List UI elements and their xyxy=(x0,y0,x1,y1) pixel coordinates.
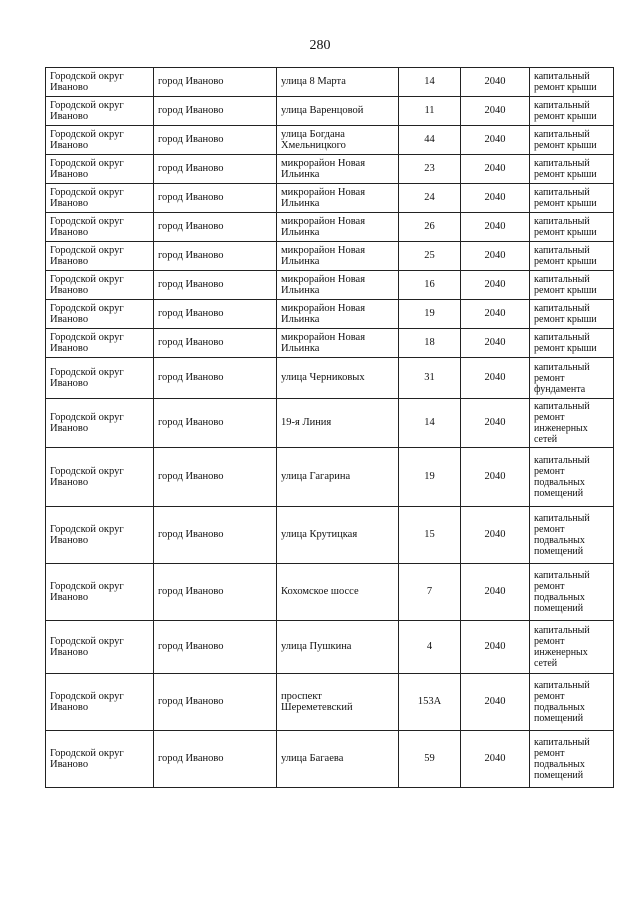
city-cell: город Иваново xyxy=(154,674,277,731)
table-row xyxy=(46,300,614,329)
okrug-cell: Городской округ Иваново xyxy=(46,271,154,300)
work-type-cell: капитальный ремонт фундамента xyxy=(530,358,614,399)
street-cell: улица Варенцовой xyxy=(277,97,399,126)
okrug-cell: Городской округ Иваново xyxy=(46,731,154,788)
street-cell: улица Черниковых xyxy=(277,358,399,399)
year-cell: 2040 xyxy=(461,213,530,242)
year-cell: 2040 xyxy=(461,621,530,674)
table-row xyxy=(46,674,614,731)
okrug-cell: Городской округ Иваново xyxy=(46,448,154,507)
city-cell: город Иваново xyxy=(154,184,277,213)
city-cell: город Иваново xyxy=(154,126,277,155)
work-type-cell: капитальный ремонт крыши xyxy=(530,126,614,155)
house-number-cell: 7 xyxy=(399,564,461,621)
work-type-cell: капитальный ремонт крыши xyxy=(530,300,614,329)
house-number-cell: 153А xyxy=(399,674,461,731)
house-number-cell: 15 xyxy=(399,507,461,564)
work-type-cell: капитальный ремонт крыши xyxy=(530,155,614,184)
street-cell: Кохомское шоссе xyxy=(277,564,399,621)
table-row xyxy=(46,448,614,507)
city-cell: город Иваново xyxy=(154,271,277,300)
street-cell: микрорайон Новая Ильинка xyxy=(277,184,399,213)
okrug-cell: Городской округ Иваново xyxy=(46,97,154,126)
work-type-cell: капитальный ремонт инженерных сетей xyxy=(530,621,614,674)
work-type-cell: капитальный ремонт подвальных помещений xyxy=(530,448,614,507)
year-cell: 2040 xyxy=(461,68,530,97)
okrug-cell: Городской округ Иваново xyxy=(46,126,154,155)
city-cell: город Иваново xyxy=(154,155,277,184)
work-type-cell: капитальный ремонт подвальных помещений xyxy=(530,507,614,564)
year-cell: 2040 xyxy=(461,399,530,448)
work-type-cell: капитальный ремонт крыши xyxy=(530,271,614,300)
table-row xyxy=(46,68,614,97)
table-row xyxy=(46,329,614,358)
okrug-cell: Городской округ Иваново xyxy=(46,300,154,329)
city-cell: город Иваново xyxy=(154,329,277,358)
house-number-cell: 26 xyxy=(399,213,461,242)
street-cell: микрорайон Новая Ильинка xyxy=(277,213,399,242)
work-type-cell: капитальный ремонт крыши xyxy=(530,242,614,271)
house-number-cell: 4 xyxy=(399,621,461,674)
city-cell: город Иваново xyxy=(154,448,277,507)
street-cell: улица Гагарина xyxy=(277,448,399,507)
city-cell: город Иваново xyxy=(154,242,277,271)
year-cell: 2040 xyxy=(461,564,530,621)
year-cell: 2040 xyxy=(461,507,530,564)
okrug-cell: Городской округ Иваново xyxy=(46,155,154,184)
okrug-cell: Городской округ Иваново xyxy=(46,399,154,448)
city-cell: город Иваново xyxy=(154,358,277,399)
house-number-cell: 19 xyxy=(399,448,461,507)
work-type-cell: капитальный ремонт подвальных помещений xyxy=(530,731,614,788)
street-cell: проспект Шереметевский xyxy=(277,674,399,731)
street-cell: микрорайон Новая Ильинка xyxy=(277,155,399,184)
street-cell: 19-я Линия xyxy=(277,399,399,448)
street-cell: микрорайон Новая Ильинка xyxy=(277,300,399,329)
okrug-cell: Городской округ Иваново xyxy=(46,358,154,399)
house-number-cell: 23 xyxy=(399,155,461,184)
street-cell: улица Богдана Хмельницкого xyxy=(277,126,399,155)
house-number-cell: 19 xyxy=(399,300,461,329)
okrug-cell: Городской округ Иваново xyxy=(46,68,154,97)
year-cell: 2040 xyxy=(461,242,530,271)
okrug-cell: Городской округ Иваново xyxy=(46,184,154,213)
house-number-cell: 31 xyxy=(399,358,461,399)
table-row xyxy=(46,507,614,564)
house-number-cell: 24 xyxy=(399,184,461,213)
city-cell: город Иваново xyxy=(154,68,277,97)
year-cell: 2040 xyxy=(461,358,530,399)
year-cell: 2040 xyxy=(461,300,530,329)
year-cell: 2040 xyxy=(461,184,530,213)
street-cell: улица Крутицкая xyxy=(277,507,399,564)
table-row xyxy=(46,155,614,184)
street-cell: микрорайон Новая Ильинка xyxy=(277,242,399,271)
table-row xyxy=(46,564,614,621)
work-type-cell: капитальный ремонт крыши xyxy=(530,329,614,358)
year-cell: 2040 xyxy=(461,448,530,507)
table-row xyxy=(46,242,614,271)
okrug-cell: Городской округ Иваново xyxy=(46,329,154,358)
table-row xyxy=(46,731,614,788)
city-cell: город Иваново xyxy=(154,731,277,788)
city-cell: город Иваново xyxy=(154,399,277,448)
house-number-cell: 18 xyxy=(399,329,461,358)
year-cell: 2040 xyxy=(461,126,530,155)
street-cell: микрорайон Новая Ильинка xyxy=(277,329,399,358)
street-cell: микрорайон Новая Ильинка xyxy=(277,271,399,300)
year-cell: 2040 xyxy=(461,329,530,358)
house-number-cell: 25 xyxy=(399,242,461,271)
house-number-cell: 59 xyxy=(399,731,461,788)
okrug-cell: Городской округ Иваново xyxy=(46,564,154,621)
table-row xyxy=(46,184,614,213)
table-row xyxy=(46,271,614,300)
city-cell: город Иваново xyxy=(154,300,277,329)
table-row xyxy=(46,621,614,674)
table-row xyxy=(46,126,614,155)
okrug-cell: Городской округ Иваново xyxy=(46,621,154,674)
okrug-cell: Городской округ Иваново xyxy=(46,674,154,731)
work-type-cell: капитальный ремонт подвальных помещений xyxy=(530,674,614,731)
house-number-cell: 14 xyxy=(399,68,461,97)
table-row xyxy=(46,399,614,448)
house-number-cell: 44 xyxy=(399,126,461,155)
work-type-cell: капитальный ремонт крыши xyxy=(530,213,614,242)
year-cell: 2040 xyxy=(461,271,530,300)
street-cell: улица Пушкина xyxy=(277,621,399,674)
okrug-cell: Городской округ Иваново xyxy=(46,507,154,564)
city-cell: город Иваново xyxy=(154,507,277,564)
year-cell: 2040 xyxy=(461,674,530,731)
house-number-cell: 16 xyxy=(399,271,461,300)
table-row xyxy=(46,213,614,242)
okrug-cell: Городской округ Иваново xyxy=(46,213,154,242)
work-type-cell: капитальный ремонт крыши xyxy=(530,68,614,97)
city-cell: город Иваново xyxy=(154,213,277,242)
okrug-cell: Городской округ Иваново xyxy=(46,242,154,271)
table-row xyxy=(46,358,614,399)
work-type-cell: капитальный ремонт инженерных сетей xyxy=(530,399,614,448)
work-type-cell: капитальный ремонт подвальных помещений xyxy=(530,564,614,621)
house-number-cell: 11 xyxy=(399,97,461,126)
page-number: 280 xyxy=(309,38,331,53)
house-number-cell: 14 xyxy=(399,399,461,448)
street-cell: улица 8 Марта xyxy=(277,68,399,97)
street-cell: улица Багаева xyxy=(277,731,399,788)
work-type-cell: капитальный ремонт крыши xyxy=(530,97,614,126)
year-cell: 2040 xyxy=(461,97,530,126)
year-cell: 2040 xyxy=(461,155,530,184)
city-cell: город Иваново xyxy=(154,621,277,674)
repair-schedule-table xyxy=(45,67,614,788)
city-cell: город Иваново xyxy=(154,564,277,621)
work-type-cell: капитальный ремонт крыши xyxy=(530,184,614,213)
city-cell: город Иваново xyxy=(154,97,277,126)
year-cell: 2040 xyxy=(461,731,530,788)
table-row xyxy=(46,97,614,126)
